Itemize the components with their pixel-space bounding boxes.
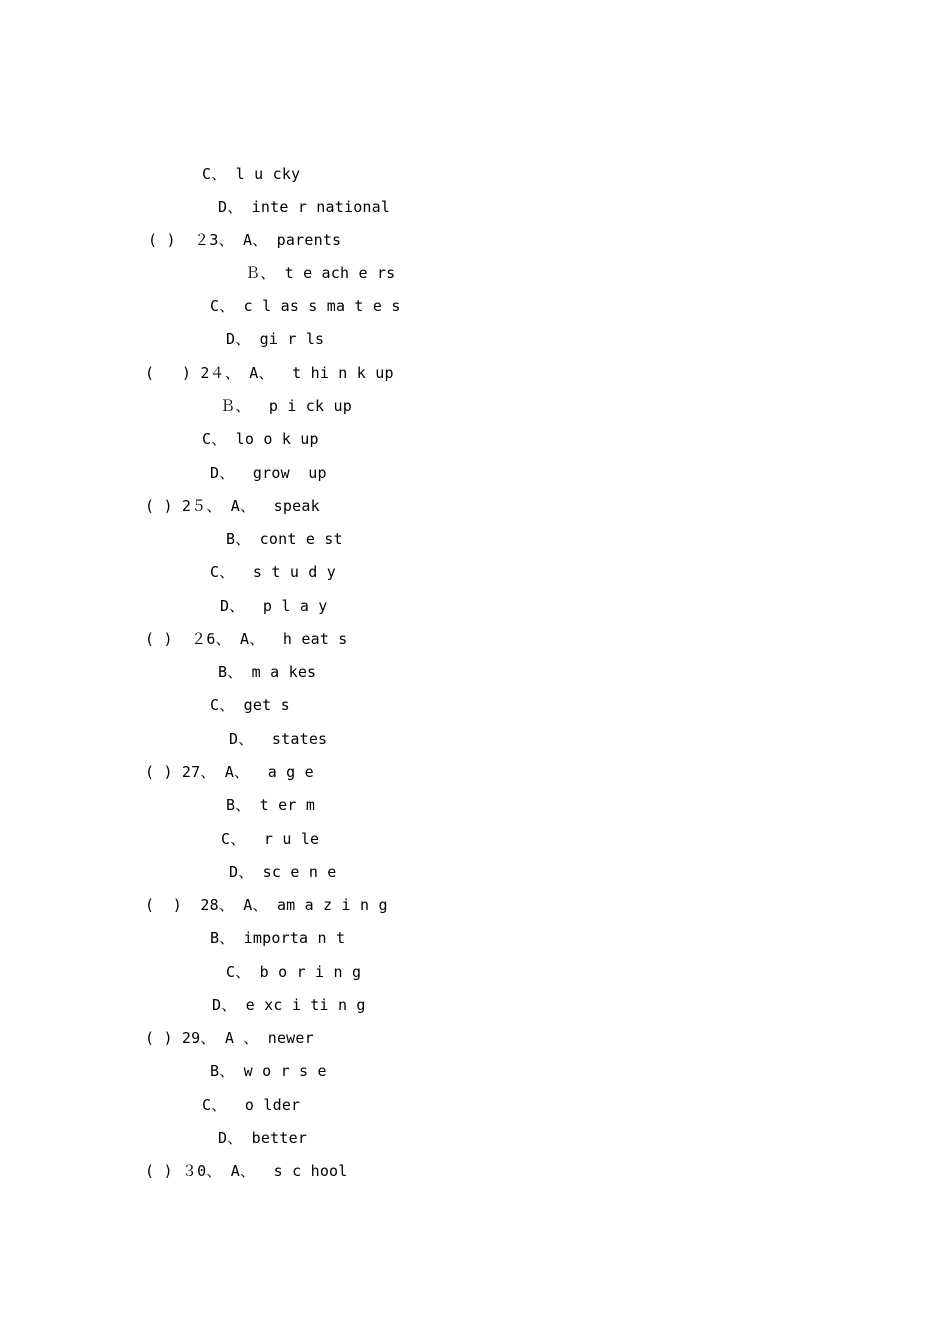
option-25-c: C、 s t u d y [210,563,336,581]
question-29: ( ) 29、 A 、 newer [145,1029,314,1047]
option-23-d: D、 gi r ls [226,330,325,348]
option-27-c: C、 r u le [221,830,320,848]
option-25-d: D、 p l a y [220,597,328,615]
question-28: ( ) 28、 A、 am a z i n g [145,896,388,914]
option-26-d: D、 states [229,730,328,748]
question-27: ( ) 27、 A、 a g e [145,763,314,781]
option-26-b: B、 m a kes [218,663,317,681]
question-25: ( ) 2５、 A、 speak [145,497,320,515]
option-29-c: C、 o lder [202,1096,301,1114]
option-23-c: C、 c l as s ma t e s [210,297,401,315]
option-29-d: D、 better [218,1129,308,1147]
option-24-c: C、 lo o k up [202,430,319,448]
option-26-c: C、 get s [210,696,290,714]
option-28-d: D、 e xc i ti n g [212,996,366,1014]
question-30: ( ) ３0、 A、 s c hool [145,1162,348,1180]
option-28-c: C、 b o r i n g [226,963,362,981]
question-23: ( ) ２3、 A、 parents [148,231,342,249]
option-28-b: B、 importa n t [210,929,346,947]
option-24-b: Ｂ、 p i ck up [220,397,352,415]
option-21-d: D、 inte r national [218,198,391,216]
option-23-b: Ｂ、 t e ach e rs [245,264,396,282]
option-29-b: B、 w o r s e [210,1062,327,1080]
option-24-d: D、 grow up [210,464,327,482]
question-26: ( ) ２6、 A、 h eat s [145,630,348,648]
question-24: ( ) 2４、 A、 t hi n k up [145,364,394,382]
option-27-b: B、 t er m [226,796,316,814]
option-21-c: C、 l u cky [202,165,301,183]
option-25-b: B、 cont e st [226,530,343,548]
option-27-d: D、 sc e n e [229,863,337,881]
